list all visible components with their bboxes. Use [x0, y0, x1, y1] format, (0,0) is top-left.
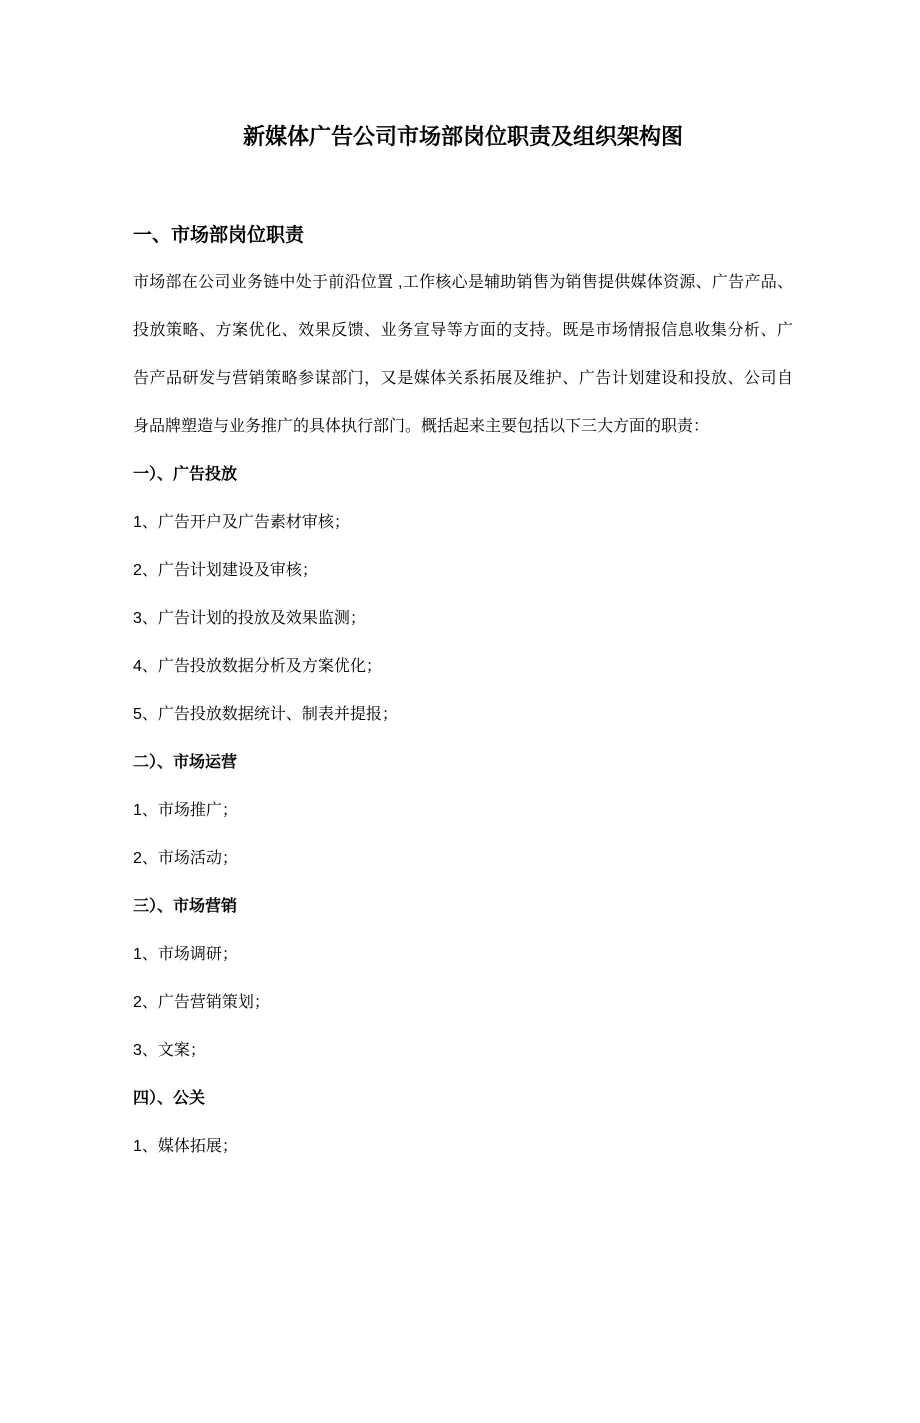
subsection-heading-market-operations: 二）、市场运营 — [133, 754, 238, 771]
subsection-heading-marketing: 三）、市场营销 — [133, 898, 238, 915]
intro-paragraph-line: 投放策略、方案优化、效果反馈、业务宣导等方面的支持。既是市场情报信息收集分析、广 — [133, 322, 793, 339]
subsection-heading-public-relations: 四）、公关 — [133, 1090, 206, 1107]
intro-paragraph — [133, 259, 793, 451]
section-heading-responsibilities: 一、市场部岗位职责 — [133, 225, 305, 246]
subsection-heading-ad-placement: 一）、广告投放 — [133, 466, 238, 483]
subsection-marketing — [133, 883, 793, 1075]
document-page — [0, 121, 920, 1171]
intro-paragraph-line: 身品牌塑造与业务推广的具体执行部门。概括起来主要包括以下三大方面的职责： — [133, 418, 710, 435]
list-item: 1、广告开户及广告素材审核； — [133, 514, 350, 531]
document-title: 新媒体广告公司市场部岗位职责及组织架构图 — [242, 124, 683, 149]
list-item: 3、广告计划的投放及效果监测； — [133, 610, 366, 627]
intro-paragraph-line: 市场部在公司业务链中处于前沿位置 ,工作核心是辅助销售为销售提供媒体资源、广告产品、 — [133, 274, 793, 291]
list-item: 5、广告投放数据统计、制表并提报； — [133, 706, 398, 723]
list-item: 1、市场调研； — [133, 946, 238, 963]
subsection-market-operations — [133, 739, 793, 883]
list-item: 1、媒体拓展； — [133, 1138, 238, 1155]
intro-paragraph-line: 告产品研发与营销策略参谋部门，又是媒体关系拓展及维护、广告计划建设和投放、公司自 — [133, 370, 793, 387]
list-item: 2、广告营销策划； — [133, 994, 270, 1011]
list-item: 3、文案； — [133, 1042, 206, 1059]
list-item: 4、广告投放数据分析及方案优化； — [133, 658, 382, 675]
list-item: 2、广告计划建设及审核； — [133, 562, 318, 579]
subsection-public-relations — [133, 1075, 793, 1171]
list-item: 1、市场推广； — [133, 802, 238, 819]
subsection-ad-placement — [133, 451, 793, 739]
list-item: 2、市场活动； — [133, 850, 238, 867]
